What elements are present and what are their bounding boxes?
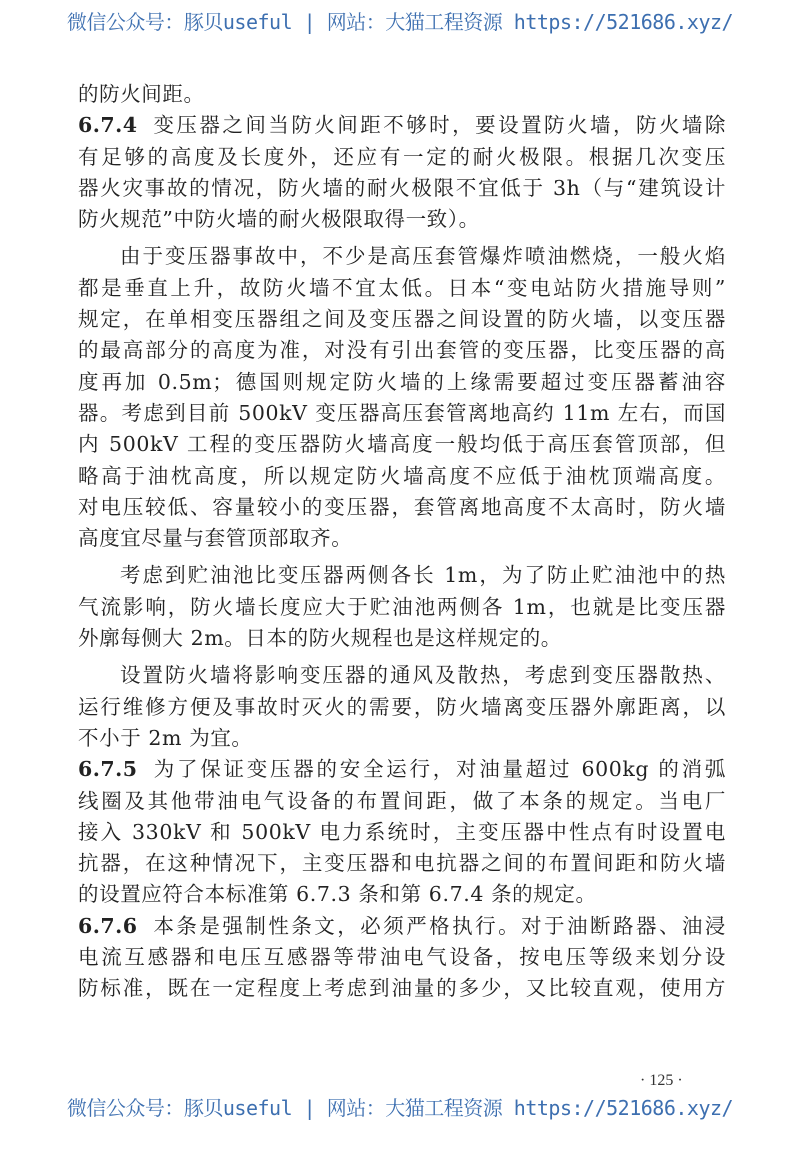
section-6-7-6-heading xyxy=(78,911,726,942)
paragraph-line: 线圈及其他带油电气设备的布置间距，做了本条的规定。当电厂 xyxy=(78,788,726,813)
watermark-footer: 微信公众号：豚贝useful | 网站：大猫工程资源 https://521686.xyz/ xyxy=(66,1096,734,1120)
text-line: 有足够的高度及长度外，还应有一定的耐火极限。根据几次变压 xyxy=(78,144,726,169)
section-6-7-5-heading xyxy=(78,754,726,785)
section-number: 6.7.5 xyxy=(78,757,138,782)
paragraph-line: 规定，在单相变压器组之间及变压器之间设置的防火墙，以变压器 xyxy=(78,307,726,332)
watermark-header: 微信公众号：豚贝useful | 网站：大猫工程资源 https://521686.xyz/ xyxy=(66,10,734,34)
page-number: · 125 · xyxy=(640,1072,683,1089)
paragraph-line: 接入 330kV 和 500kV 电力系统时，主变压器中性点有时设置电 xyxy=(78,819,726,844)
paragraph-line: 防标准，既在一定程度上考虑到油量的多少，又比较直观，使用方 xyxy=(78,976,726,1001)
paragraph-line: 气流影响，防火墙长度应大于贮油池两侧各 1m，也就是比变压器 xyxy=(78,594,726,619)
paragraph-line: 抗器，在这种情况下，主变压器和电抗器之间的布置间距和防火墙 xyxy=(78,851,726,876)
paragraph-line: 度再加 0.5m；德国则规定防火墙的上缘需要超过变压器蓄油容 xyxy=(78,369,726,394)
section-text: 本条是强制性条文，必须严格执行。对于油断路器、油浸 xyxy=(151,913,726,938)
paragraph-line: 外廓每侧大 2m。日本的防火规程也是这样规定的。 xyxy=(78,626,562,651)
paragraph-line: 内 500kV 工程的变压器防火墙高度一般均低于高压套管顶部，但 xyxy=(78,432,726,457)
paragraph-line: 电流互感器和电压互感器等带油电气设备，按电压等级来划分设 xyxy=(78,945,726,970)
paragraph-line: 的设置应符合本标准第 6.7.3 条和第 6.7.4 条的规定。 xyxy=(78,882,597,907)
paragraph-line: 不小于 2m 为宜。 xyxy=(78,725,253,750)
text-line: 器火灾事故的情况，防火墙的耐火极限不宜低于 3h（与“建筑设计 xyxy=(78,175,726,200)
paragraph-line: 器。考虑到目前 500kV 变压器高压套管离地高约 11m 左右，而国 xyxy=(78,400,726,425)
paragraph-line: 略高于油枕高度，所以规定防火墙高度不应低于油枕顶端高度。 xyxy=(78,463,726,488)
section-number: 6.7.4 xyxy=(78,113,138,138)
section-number: 6.7.6 xyxy=(78,913,138,938)
paragraph-line: 都是垂直上升，故防火墙不宜太低。日本“变电站防火措施导则” xyxy=(78,275,726,300)
section-text: 为了保证变压器的安全运行，对油量超过 600kg 的消弧 xyxy=(151,757,726,782)
paragraph-line: 对电压较低、容量较小的变压器，套管离地高度不太高时，防火墙 xyxy=(78,494,726,519)
paragraph-line: 考虑到贮油池比变压器两侧各长 1m，为了防止贮油池中的热 xyxy=(120,563,726,588)
paragraph-line: 设置防火墙将影响变压器的通风及散热，考虑到变压器散热、 xyxy=(120,663,726,688)
paragraph-line: 由于变压器事故中，不少是高压套管爆炸喷油燃烧，一般火焰 xyxy=(120,244,726,269)
paragraph-line: 高度宜尽量与套管顶部取齐。 xyxy=(78,526,353,551)
section-6-7-4-heading xyxy=(78,110,726,141)
document-page xyxy=(78,79,726,1005)
text-line: 的防火间距。 xyxy=(78,82,205,106)
paragraph-line: 的最高部分的高度为准，对没有引出套管的变压器，比变压器的高 xyxy=(78,338,726,363)
section-text: 变压器之间当防火间距不够时，要设置防火墙，防火墙除 xyxy=(151,113,726,138)
paragraph-line: 运行维修方便及事故时灭火的需要，防火墙离变压器外廓距离，以 xyxy=(78,694,726,719)
text-line: 防火规范”中防火墙的耐火极限取得一致）。 xyxy=(78,207,480,232)
